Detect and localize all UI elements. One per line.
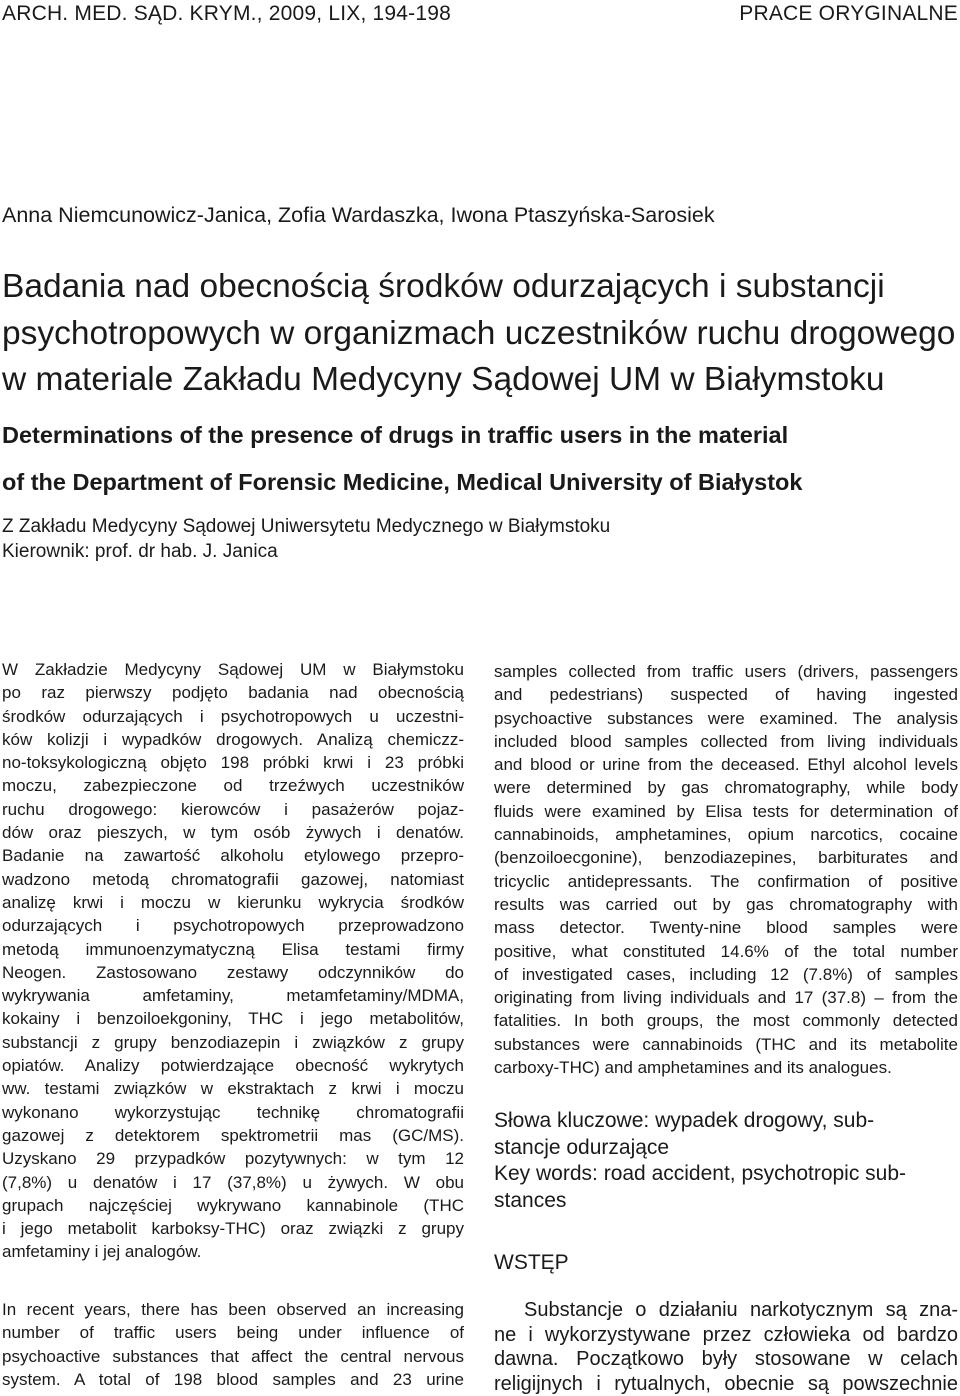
abstract-polish bbox=[2, 658, 464, 1264]
text-line: wykonano wykorzystując technikę chromatografii bbox=[2, 1102, 464, 1122]
text-line: ruchu drogowego: kierowców i pasażerów pojaz- bbox=[2, 799, 464, 819]
text-line: psychoactive substances that affect the central nervous bbox=[2, 1346, 464, 1366]
text-line: samples collected from traffic users (drivers, passengers bbox=[494, 662, 958, 681]
text-line: substances were cannabinoids (THC and its metabolite bbox=[494, 1034, 958, 1054]
text-line: wykrywania amfetaminy, metamfetaminy/MDMA, bbox=[2, 986, 464, 1006]
text-line: odurzających i psychotropowych przeprowadzono bbox=[2, 916, 464, 936]
title-polish-line: Badania nad obecnością środków odurzających i substancji bbox=[2, 268, 885, 305]
text-line: kokainy i benzoiloekgoniny, THC i jego metabolitów, bbox=[2, 1009, 464, 1029]
affiliation bbox=[2, 514, 610, 564]
keywords-english-line: stances bbox=[494, 1188, 567, 1212]
keywords bbox=[494, 1108, 958, 1214]
text-line: dów oraz pieszych, w tym osób żywych i denatów. bbox=[2, 823, 464, 843]
introduction-line: religijnych i rytualnych, obecnie są powszechnie bbox=[494, 1372, 958, 1395]
title-english-line: of the Department of Forensic Medicine, Medical University of Białystok bbox=[2, 469, 803, 495]
introduction-line: dawna. Początkowo były stosowane w celach bbox=[494, 1348, 958, 1370]
introduction-line: ne i wykorzystywane przez człowieka od bardzo bbox=[494, 1323, 958, 1346]
keywords-polish-line: stancje odurzające bbox=[494, 1135, 670, 1159]
text-line: In recent years, there has been observed an increasing bbox=[2, 1300, 464, 1319]
text-line: opiatów. Analizy potwierdzające obecność wykrytych bbox=[2, 1056, 464, 1076]
text-line: grupach najczęściej wykrywano kannabinole (THC bbox=[2, 1195, 464, 1215]
affiliation-head: Kierownik: prof. dr hab. J. Janica bbox=[2, 541, 278, 562]
text-line: amfetaminy i jej analogów. bbox=[2, 1242, 202, 1262]
title-polish-line: w materiale Zakładu Medycyny Sądowej UM w Białymstoku bbox=[2, 361, 885, 398]
affiliation-institution: Z Zakładu Medycyny Sądowej Uniwersytetu Medycznego w Białymstoku bbox=[2, 516, 611, 537]
text-line: wadzono metodą chromatografii gazowej, natomiast bbox=[2, 869, 464, 889]
text-line: were determined by gas chromatography, while body bbox=[494, 778, 958, 798]
text-line: substancji z grupy benzodiazepin i związków z grupy bbox=[2, 1032, 464, 1052]
text-line: gazowej z detektorem spektrometrii mas (GC/MS). bbox=[2, 1125, 464, 1145]
text-line: carboxy-THC) and amphetamines and its analogues. bbox=[494, 1058, 892, 1078]
running-head-section: PRACE ORYGINALNE bbox=[739, 2, 958, 25]
text-line: ww. testami związków w ekstraktach z krwi i moczu bbox=[2, 1079, 464, 1099]
text-line: środków odurzających i psychotropowych u uczestni- bbox=[2, 706, 464, 726]
text-line: W Zakładzie Medycyny Sądowej UM w Białymstoku bbox=[2, 660, 464, 679]
text-line: system. A total of 198 blood samples and 23 urine bbox=[2, 1369, 464, 1389]
text-line: (benzoiloecgonine), benzodiazepines, barbiturates and bbox=[494, 848, 958, 868]
text-line: Uzyskano 29 przypadków pozytywnych: w tym 12 bbox=[2, 1149, 464, 1169]
text-line: psychoactive substances were examined. The analysis bbox=[494, 708, 958, 728]
text-line: cannabinoids, amphetamines, opium narcotics, cocaine bbox=[494, 825, 958, 845]
title-english bbox=[2, 412, 960, 506]
running-head-journal: ARCH. MED. SĄD. KRYM., 2009, LIX, 194-198 bbox=[2, 2, 451, 25]
text-line: and pedestrians) suspected of having ingested bbox=[494, 685, 958, 705]
text-line: originating from living individuals and 17 (37.8) – from the bbox=[494, 988, 958, 1008]
text-line: included blood samples collected from living individuals bbox=[494, 731, 958, 751]
text-line: ków kolizji i wypadków drogowych. Analizą chemiczz- bbox=[2, 729, 464, 749]
abstract-english-part-1 bbox=[2, 1298, 464, 1391]
text-line: moczu, zabezpieczone od trzeźwych uczestników bbox=[2, 776, 464, 796]
text-line: metodą immunoenzymatyczną Elisa testami firmy bbox=[2, 939, 464, 959]
title-polish-line: psychotropowych w organizmach uczestników ruchu drogowego bbox=[2, 314, 956, 352]
text-line: tricyclic antidepressants. The confirmation of positive bbox=[494, 871, 958, 891]
text-line: i jego metabolit karboksy-THC) oraz związki z grupy bbox=[2, 1219, 464, 1239]
authors-line: Anna Niemcunowicz-Janica, Zofia Wardaszka, Iwona Ptaszyńska-Sarosiek bbox=[2, 203, 715, 227]
text-line: mass detector. Twenty-nine blood samples were bbox=[494, 918, 958, 938]
title-polish bbox=[2, 264, 960, 404]
keywords-english-line: Key words: road accident, psychotropic sub- bbox=[494, 1162, 907, 1185]
text-line: po raz pierwszy podjęto badania nad obecnością bbox=[2, 683, 464, 703]
abstract-english-part-2 bbox=[494, 660, 958, 1079]
text-line: no-toksykologiczną objęto 198 próbki krwi i 23 próbki bbox=[2, 753, 464, 773]
text-line: Badanie na zawartość alkoholu etylowego przepro- bbox=[2, 846, 464, 866]
text-line: number of traffic users being under influence of bbox=[2, 1323, 464, 1343]
introduction-line: Substancje o działaniu narkotycznym są zna- bbox=[524, 1299, 958, 1321]
title-english-line: Determinations of the presence of drugs in traffic users in the material bbox=[2, 422, 789, 448]
text-line: analizę krwi i moczu w kierunku wykrycia środków bbox=[2, 892, 464, 912]
text-line: and blood or urine from the deceased. Ethyl alcohol levels bbox=[494, 755, 958, 775]
text-line: fluids were examined by Elisa tests for determination of bbox=[494, 801, 958, 821]
text-line: results was carried out by gas chromatography with bbox=[494, 894, 958, 914]
text-line: Neogen. Zastosowano zestawy odczynników do bbox=[2, 962, 464, 982]
text-line: of investigated cases, including 12 (7.8%) of samples bbox=[494, 964, 958, 984]
introduction-paragraph bbox=[494, 1298, 958, 1396]
keywords-polish-line: Słowa kluczowe: wypadek drogowy, sub- bbox=[494, 1109, 875, 1132]
section-heading-introduction: WSTĘP bbox=[494, 1251, 569, 1274]
text-line: fatalities. In both groups, the most commonly detected bbox=[494, 1011, 958, 1031]
text-line: positive, what constituted 14.6% of the total number bbox=[494, 941, 958, 961]
text-line: (7,8%) u denatów i 17 (37,8%) u żywych. W obu bbox=[2, 1172, 464, 1192]
